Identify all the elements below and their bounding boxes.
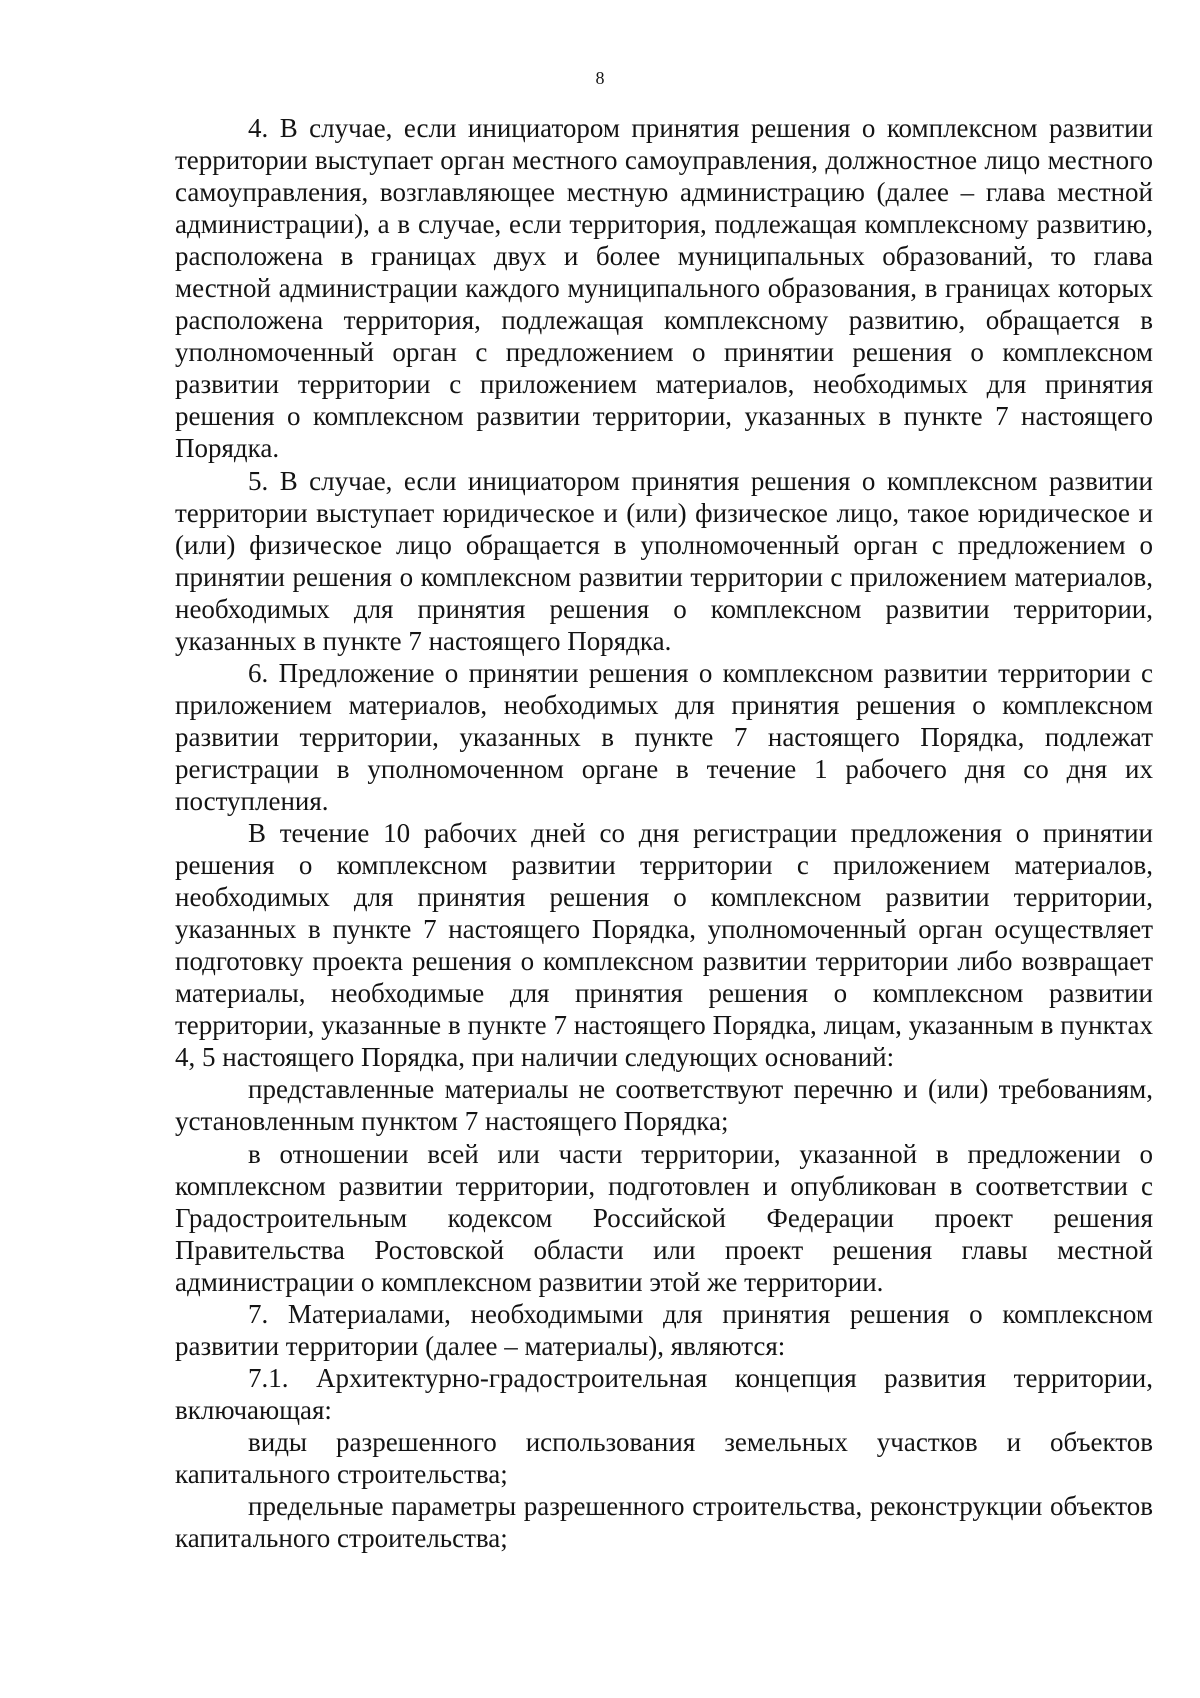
- paragraph-4: 4. В случае, если инициатором принятия решения о комплексном развитии территории выступает орган местного самоуправления, должностное лицо местного самоуправления, возглавляющее местную администрацию (далее – глава местной администрации), а в случае, если территория, подлежащая комплексному развитию, расположена в границах двух и более муниципальных образований, то глава местной администрации каждого муниципального образования, в границах которых расположена территория, подлежащая комплексному развитию, обращается в уполномоченный орган с предложением о принятии решения о комплексном развитии территории с приложением материалов, необходимых для принятия решения о комплексном развитии территории, указанных в пункте 7 настоящего Порядка.: [175, 113, 1153, 464]
- paragraph-7: 7. Материалами, необходимыми для принятия решения о комплексном развитии территории (далее – материалы), являются:: [175, 1298, 1153, 1361]
- list-item-ground-2: в отношении всей или части территории, указанной в предложении о комплексном развитии территории, подготовлен и опубликован в соответствии с Градостроительным кодексом Российской Федерации проект решения Правительства Ростовской области или проект решения главы местной администрации о комплексном развитии этой же территории.: [175, 1138, 1153, 1297]
- list-item-ground-1: представленные материалы не соответствуют перечню и (или) требованиям, установленным пунктом 7 настоящего Порядка;: [175, 1074, 1153, 1137]
- document-body: [175, 112, 1153, 1554]
- paragraph-6: 6. Предложение о принятии решения о комплексном развитии территории с приложением материалов, необходимых для принятия решения о комплексном развитии территории, указанных в пункте 7 настоящего Порядка, подлежат регистрации в уполномоченном органе в течение 1 рабочего дня со дня их поступления.: [175, 657, 1153, 816]
- list-item-concept-2: предельные параметры разрешенного строительства, реконструкции объектов капитального строительства;: [175, 1491, 1153, 1554]
- paragraph-5: 5. В случае, если инициатором принятия решения о комплексном развитии территории выступает юридическое и (или) физическое лицо, такое юридическое и (или) физическое лицо обращается в уполномоченный орган с предложением о принятии решения о комплексном развитии территории с приложением материалов, необходимых для принятия решения о комплексном развитии территории, указанных в пункте 7 настоящего Порядка.: [175, 465, 1153, 656]
- list-item-concept-1: виды разрешенного использования земельных участков и объектов капитального строительства;: [175, 1426, 1153, 1489]
- page-number: 8: [595, 68, 605, 88]
- paragraph-6-continued: В течение 10 рабочих дней со дня регистрации предложения о принятии решения о комплексном развитии территории с приложением материалов, необходимых для принятия решения о комплексном развитии территории, указанных в пункте 7 настоящего Порядка, уполномоченный орган осуществляет подготовку проекта решения о комплексном развитии территории либо возвращает материалы, необходимые для принятия решения о комплексном развитии территории, указанные в пункте 7 настоящего Порядка, лицам, указанным в пунктах 4, 5 настоящего Порядка, при наличии следующих оснований:: [175, 818, 1153, 1073]
- paragraph-7-1: 7.1. Архитектурно-градостроительная концепция развития территории, включающая:: [175, 1362, 1153, 1425]
